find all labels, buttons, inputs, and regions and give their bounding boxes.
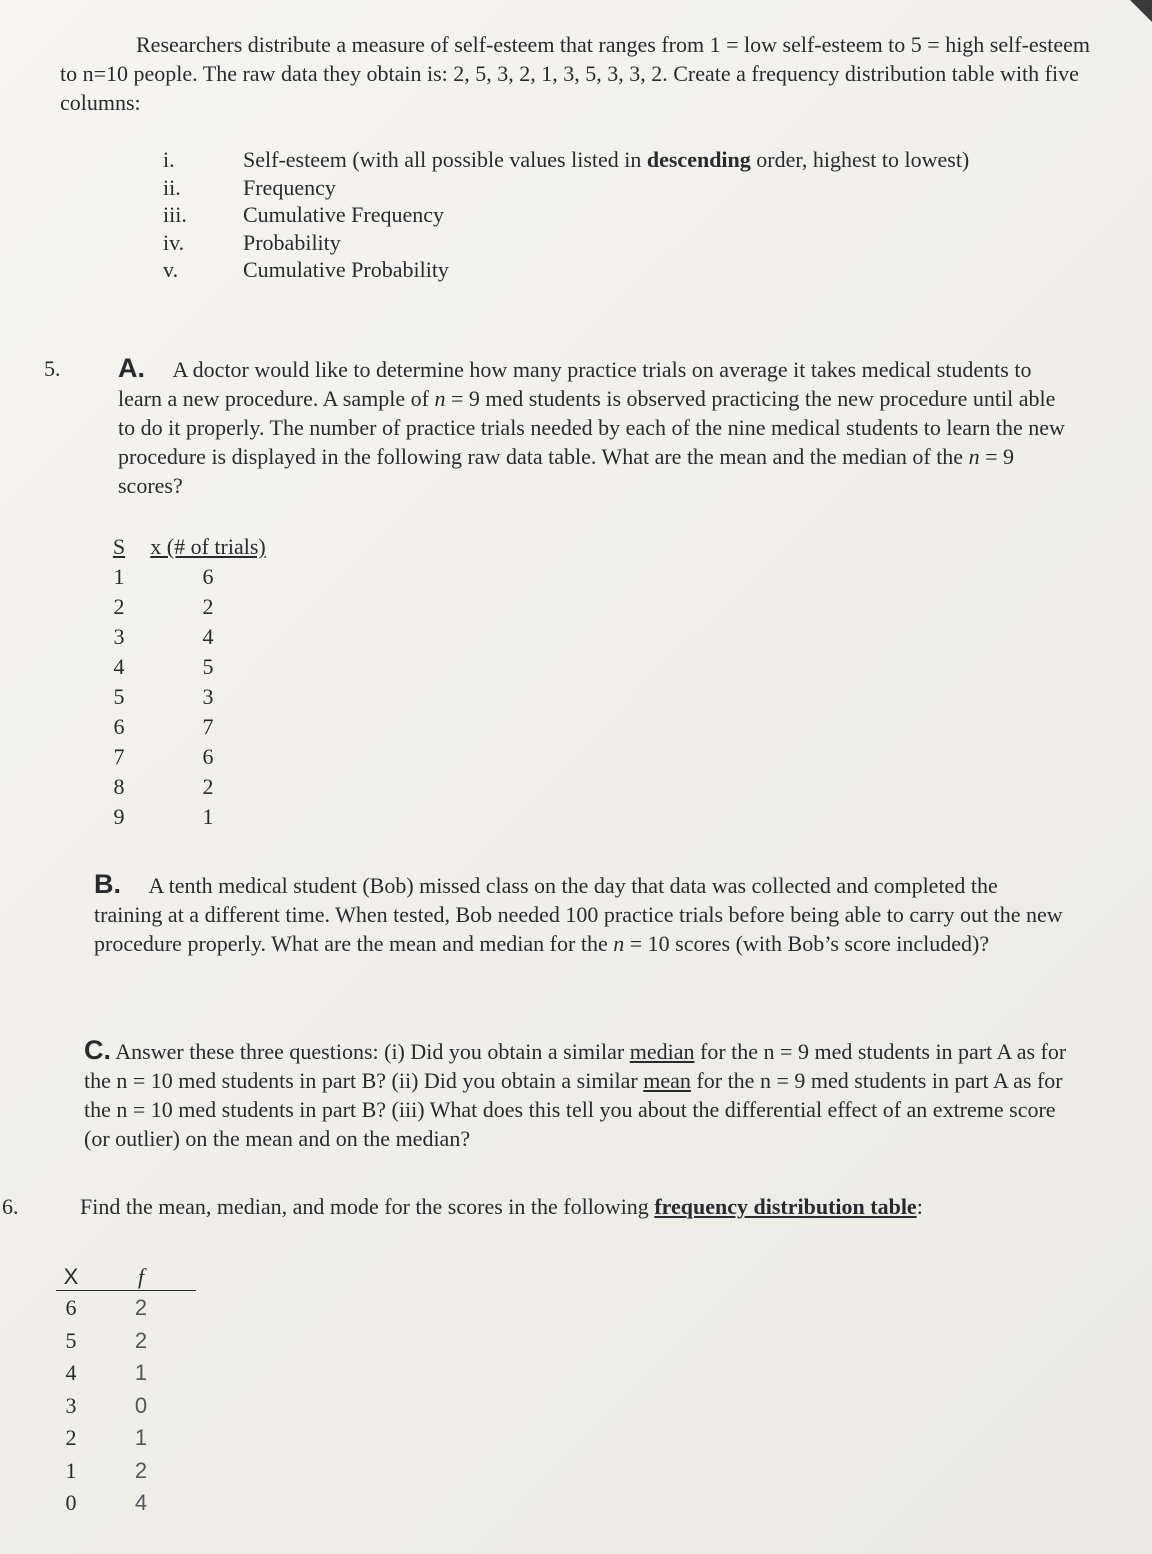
question-5-number: 5. xyxy=(44,356,61,381)
table-cell: 2 xyxy=(134,1327,148,1353)
table-row xyxy=(56,1455,196,1488)
question-4-columns-list xyxy=(163,147,969,285)
table-cell: 6 xyxy=(65,1295,77,1321)
list-item: iv. Probability xyxy=(163,229,341,255)
table-cell: 6 xyxy=(113,714,125,739)
table-cell: 4 xyxy=(202,624,214,649)
question-5-part-b: B. A tenth medical student (Bob) missed class on the day that data was collected and completed the training at a different time. When tested, Bob needed 100 practice trials before being able to carry out the new procedure properly. What are the mean and median for the n = 10 scores (with Bob’s score included)? xyxy=(94,869,1063,956)
question-6-number: 6. xyxy=(2,1194,19,1219)
table-cell: 7 xyxy=(202,714,214,739)
table-row xyxy=(56,1292,196,1325)
table-header: S x (# of trials) xyxy=(112,534,266,559)
table-cell: 6 xyxy=(202,564,214,589)
table-header: X f xyxy=(56,1262,196,1292)
table-cell: 2 xyxy=(113,594,125,619)
table-cell: 3 xyxy=(202,684,214,709)
table-row xyxy=(100,592,278,622)
table-cell: 0 xyxy=(65,1490,77,1516)
table-cell: 4 xyxy=(134,1490,148,1516)
table-row xyxy=(56,1357,196,1390)
table-cell: 9 xyxy=(113,804,125,829)
table-cell: 1 xyxy=(134,1425,148,1451)
table-cell: 2 xyxy=(134,1457,148,1483)
trials-raw-data-table xyxy=(100,532,278,832)
page-corner-fold xyxy=(1130,0,1152,22)
table-cell: 1 xyxy=(202,804,214,829)
table-cell: 4 xyxy=(113,654,125,679)
table-cell: 5 xyxy=(113,684,125,709)
table-cell: 2 xyxy=(202,594,214,619)
question-6-text: Find the mean, median, and mode for the scores in the following frequency distribution table: xyxy=(80,1194,923,1219)
list-item: iii. Cumulative Frequency xyxy=(163,202,445,227)
question-5-part-c: C. Answer these three questions: (i) Did you obtain a similar median for the n = 9 med students in part A as for the n = 10 med students in part B? (ii) Did you obtain a similar mean for the n = 9 med students in part A as for the n = 10 med students in part B? (iii) What does this tell you about the differential effect of an extreme score (or outlier) on the mean and on the median? xyxy=(84,1035,1067,1151)
table-cell: 1 xyxy=(113,564,125,589)
table-cell: 5 xyxy=(65,1327,77,1353)
table-row xyxy=(100,652,278,682)
list-item: v. Cumulative Probability xyxy=(163,257,449,282)
question-4-number xyxy=(0,30,1,59)
frequency-distribution-table xyxy=(56,1262,196,1520)
table-cell: 1 xyxy=(65,1457,77,1483)
table-cell: 8 xyxy=(113,774,125,799)
list-item: i. Self-esteem (with all possible values listed in descending order, highest to lowest) xyxy=(163,147,970,172)
table-cell: 3 xyxy=(65,1392,77,1418)
table-cell: 4 xyxy=(65,1360,77,1386)
list-item: ii. Frequency xyxy=(163,174,336,200)
question-4-body: Researchers distribute a measure of self-esteem that ranges from 1 = low self-esteem to 5 = high self-esteem to n=10 people. The raw data they obtain is: 2, 5, 3, 2, 1, 3, 5, 3, 3, 2. Create a frequency distribution table with five columns: xyxy=(60,32,1090,115)
table-row xyxy=(100,682,278,712)
table-row xyxy=(100,742,278,772)
table-cell: 3 xyxy=(113,624,125,649)
table-row xyxy=(56,1422,196,1455)
table-row xyxy=(56,1325,196,1358)
table-row xyxy=(100,802,278,832)
table-row xyxy=(100,712,278,742)
table-row xyxy=(100,562,278,592)
table-cell: 2 xyxy=(65,1425,77,1451)
table-cell: 6 xyxy=(202,744,214,769)
table-row xyxy=(100,622,278,652)
table-cell: 1 xyxy=(134,1360,148,1386)
table-row xyxy=(56,1390,196,1423)
table-cell: 7 xyxy=(113,744,125,769)
table-cell: 5 xyxy=(202,654,214,679)
table-cell: 2 xyxy=(202,774,214,799)
table-row xyxy=(56,1487,196,1520)
question-4-text xyxy=(60,30,1090,117)
table-cell: 0 xyxy=(134,1392,148,1418)
table-cell: 2 xyxy=(134,1295,148,1321)
question-5-part-a: A. A doctor would like to determine how many practice trials on average it takes medical students to learn a new procedure. A sample of n = 9 med students is observed practicing the new procedure until able to do it properly. The number of practice trials needed by each of the nine medical students to learn the new procedure is displayed in the following raw data table. What are the mean and the median of the n = 9 scores? xyxy=(118,353,1065,498)
table-row xyxy=(100,772,278,802)
